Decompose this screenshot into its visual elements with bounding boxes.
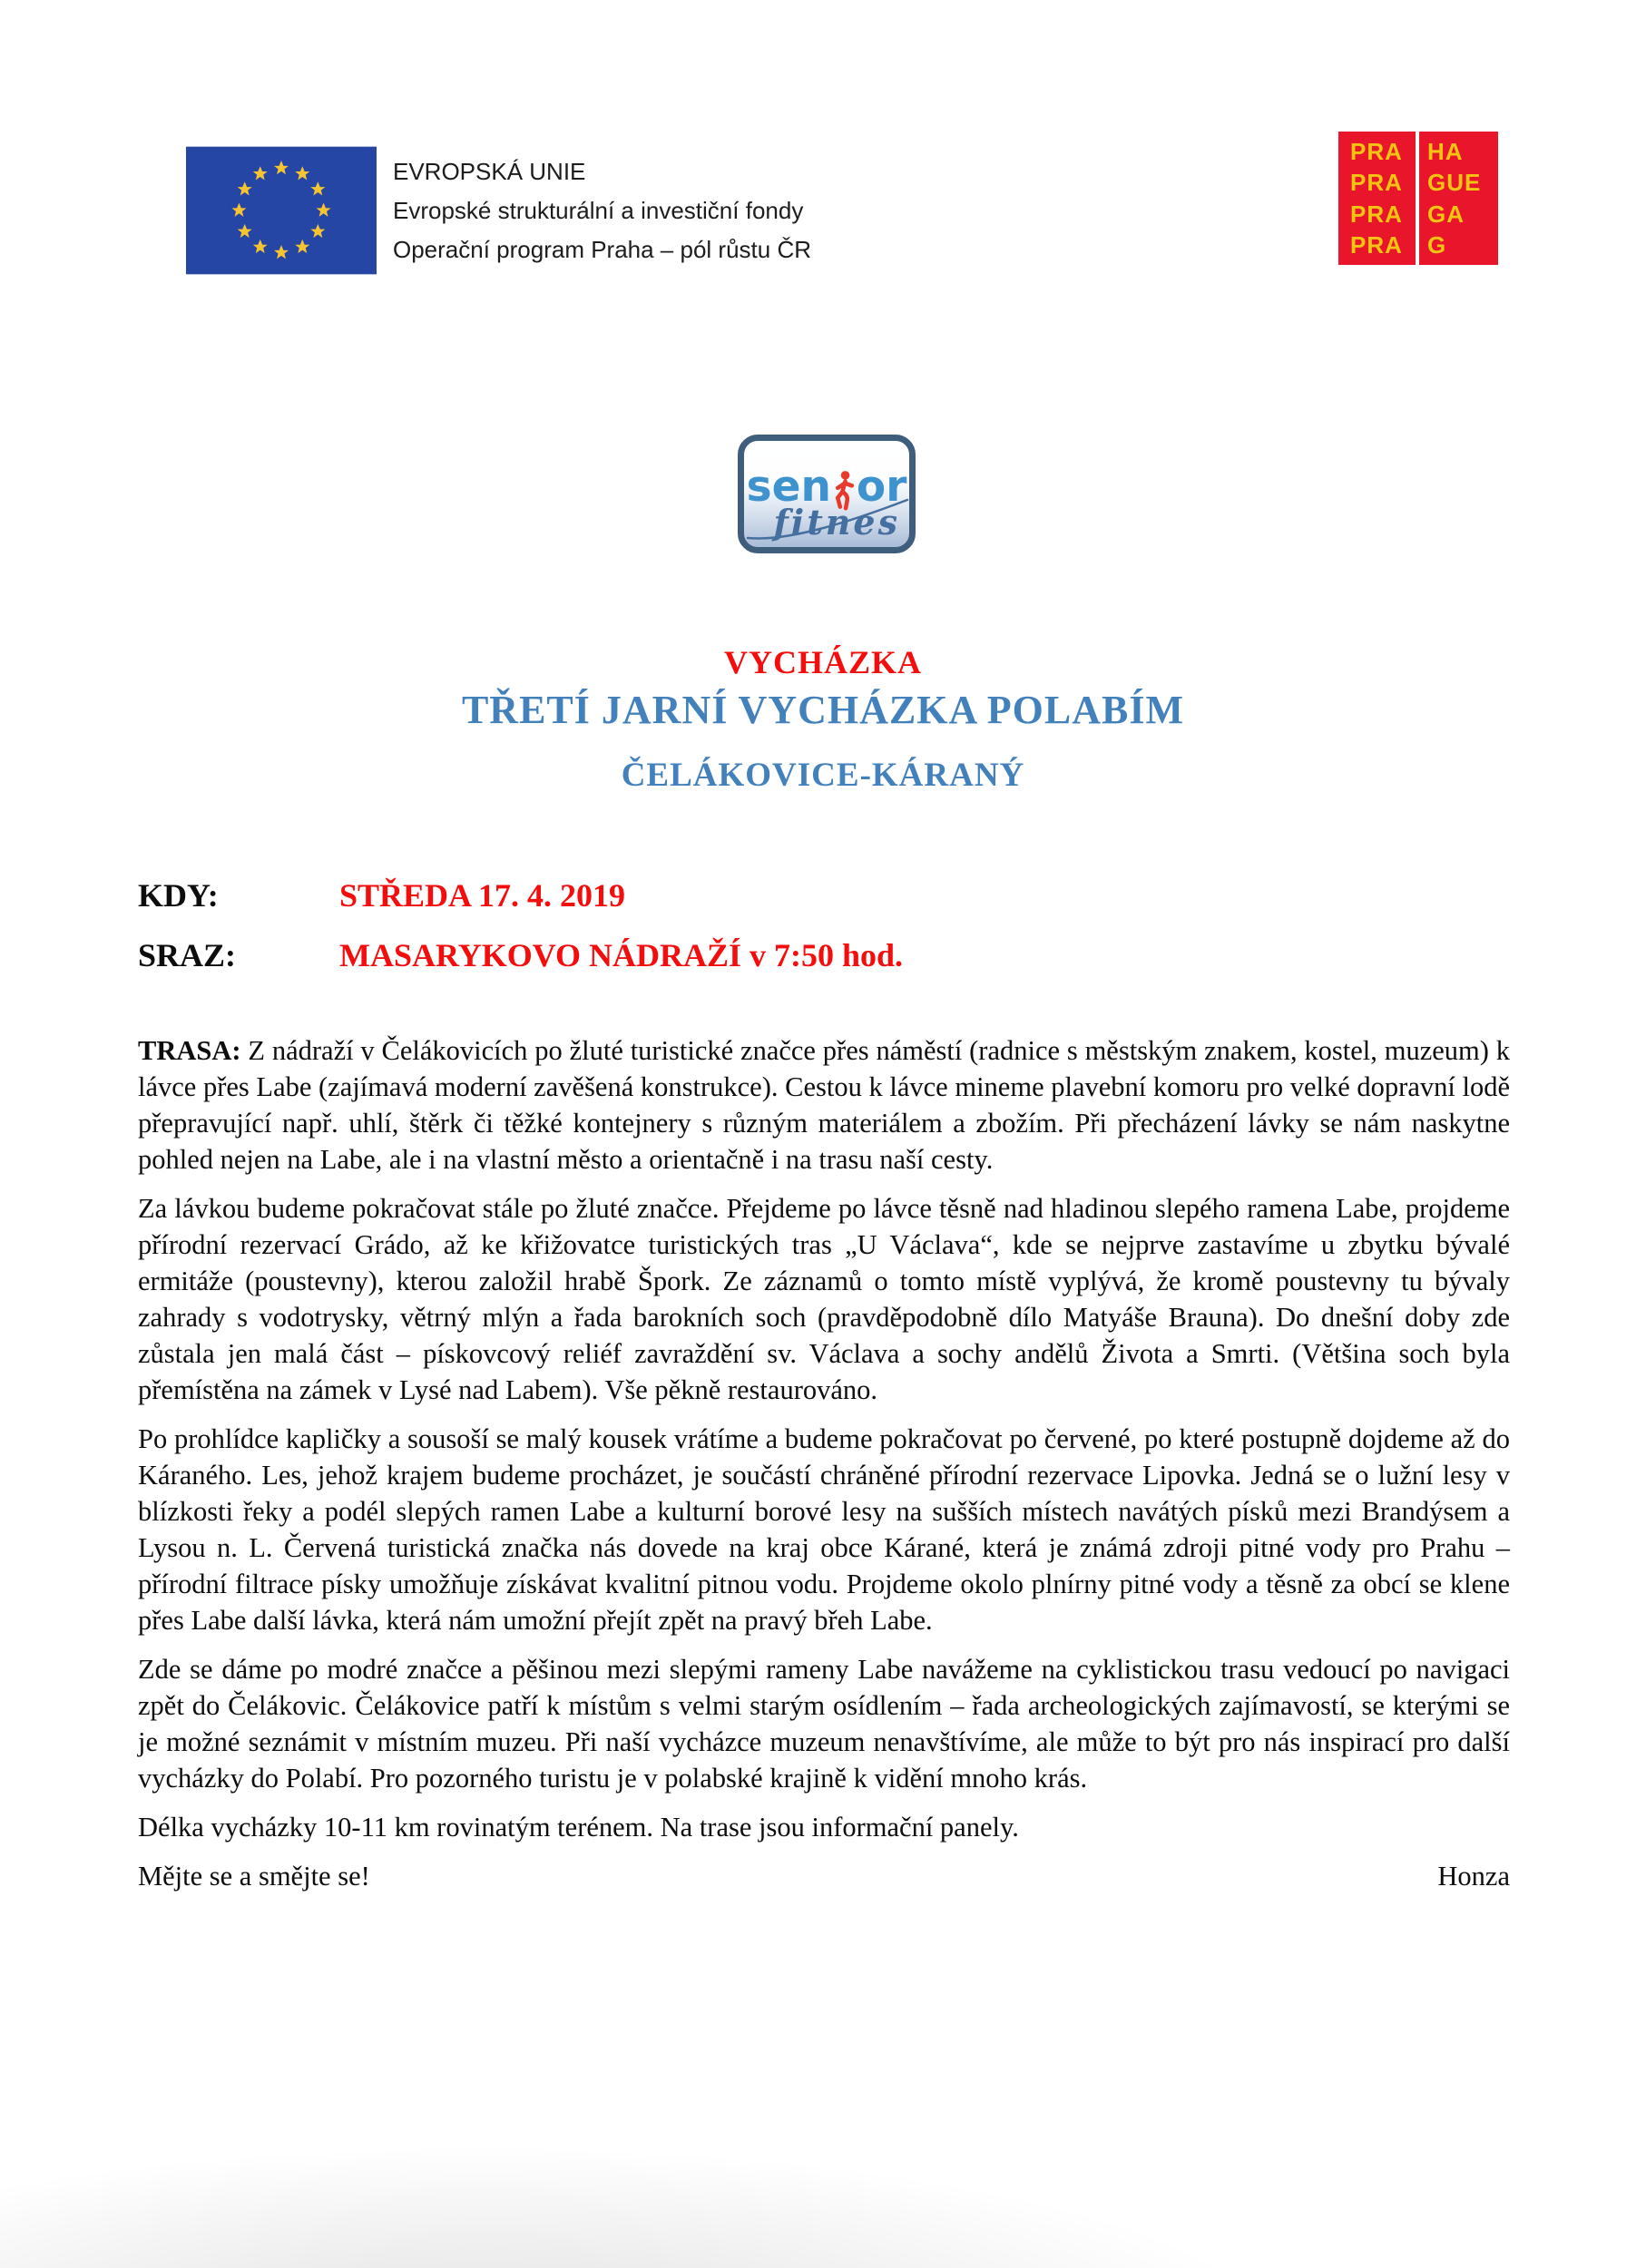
- page-subtitle: ČELÁKOVICE-KÁRANÝ: [621, 757, 1025, 794]
- paragraph-trasa: [138, 1032, 1510, 1178]
- detail-row-sraz: [138, 936, 903, 975]
- prague-row: GA: [1427, 200, 1465, 228]
- paragraph-length-info: Délka vycházky 10-11 km rovinatým terénem. Na trase jsou informační panely.: [138, 1812, 1019, 1843]
- detail-label-kdy: KDY:: [138, 877, 219, 914]
- page-bottom-shadow: [0, 2150, 1270, 2268]
- senior-word-start: sen: [746, 462, 831, 512]
- detail-label-sraz: SRAZ:: [138, 937, 237, 974]
- closing-row: [138, 1858, 1510, 1894]
- prague-logo-column-right: [1419, 132, 1498, 265]
- prague-row: PRA: [1350, 169, 1403, 197]
- detail-value-sraz: MASARYKOVO NÁDRAŽÍ v 7:50 hod.: [339, 937, 904, 974]
- prague-row: PRA: [1350, 231, 1403, 259]
- paragraph: Po prohlídce kapličky a sousoší se malý kousek vrátíme a budeme pokračovat po červené, po které postupně dojdeme až do Káraného. Les, jehož krajem budeme procházet, je součástí chráněné přírodní rezervace Lipovka. Jedná se o lužní lesy v blízkosti řeky a podél slepých ramen Labe a kulturní borové lesy na sušších místech navátých písků mezi Brandýsem a Lysou n. L. Červená turistická značka nás dovede na kraj obce Kárané, která je známá zdroji pitné vody pro Prahu – přírodní filtrace písky umožňuje získávat kvalitní pitnou vodu. Projdeme okolo plnírny pitné vody a těsně za obcí se klene přes Labe další lávka, která nám umožní přejít zpět na pravý břeh Labe.: [138, 1423, 1510, 1636]
- eu-flag-icon: [186, 146, 377, 275]
- prague-logo-column-left: [1338, 132, 1416, 265]
- prague-row: PRA: [1350, 200, 1403, 228]
- eu-logo: [186, 146, 811, 275]
- closing-message: Mějte se a smějte se!: [138, 1861, 370, 1892]
- senior-word-end: or: [856, 462, 907, 512]
- detail-value-kdy: STŘEDA 17. 4. 2019: [339, 877, 626, 914]
- eu-text-line1: EVROPSKÁ UNIE: [393, 157, 586, 185]
- eu-text-line3: Operační program Praha – pól růstu ČR: [393, 235, 811, 263]
- trasa-text: Z nádraží v Čelákovicích po žluté turistické značce přes náměstí (radnice s městským znakem, kostel, muzeum) k lávce přes Labe (zajímavá moderní zavěšená konstrukce). Cestou k lávce mineme plavební komoru pro velké dopravní lodě přepravující např. uhlí, štěrk či těžké kontejnery s různým materiálem a zbožím. Při přecházení lávky se nám naskytne pohled nejen na Labe, ale i na vlastní město a orientačně i na trasu naší cesty.: [138, 1035, 1510, 1175]
- page-title: TŘETÍ JARNÍ VYCHÁZKA POLABÍM: [461, 688, 1185, 732]
- prague-logo: [1338, 132, 1498, 265]
- paragraph: Zde se dáme po modré značce a pěšinou mezi slepými rameny Labe navážeme na cyklistickou trasu vedoucí po navigaci zpět do Čelákovic. Čelákovice patří k místům s velmi starým osídlením – řada archeologických zajímavostí, se kterými se je možné seznámit v místním muzeu. Při naší vycházce muzeum nenavštívíme, ale může to být pro nás inspirací pro další vycházky do Polabí. Pro pozorného turistu je v polabské krajině k vidění mnoho krás.: [138, 1654, 1510, 1794]
- trasa-label: TRASA:: [138, 1035, 241, 1066]
- route-description: [138, 1032, 1510, 1894]
- eu-program-text: [393, 152, 811, 269]
- prague-row: PRA: [1350, 137, 1403, 165]
- detail-row-kdy: [138, 876, 903, 915]
- eu-text-line2: Evropské strukturální a investiční fondy: [393, 196, 804, 224]
- prague-row: GUE: [1427, 169, 1482, 197]
- signature: Honza: [1437, 1861, 1510, 1892]
- prague-row: G: [1427, 231, 1447, 259]
- senior-fitnes-logo: [738, 435, 916, 553]
- event-details: [138, 876, 903, 996]
- fitnes-script-text: fitnes: [773, 502, 900, 543]
- event-type-heading: VYCHÁZKA: [723, 644, 922, 680]
- prague-row: HA: [1427, 137, 1464, 165]
- paragraph: Za lávkou budeme pokračovat stále po žluté značce. Přejdeme po lávce těsně nad hladinou slepého ramena Labe, projdeme přírodní rezervací Grádo, až ke křižovatce turistických tras „U Václava“, kde se nejprve zastavíme u zbytku bývalé ermitáže (poustevny), kterou založil hrabě Špork. Ze záznamů o tomto místě vyplývá, že kromě poustevny tu bývaly zahrady s vodotrysky, větrný mlýn a řada barokních soch (pravděpodobně dílo Matyáše Brauna). Do dnešní doby zde zůstala jen malá část – pískovcový reliéf zavraždění sv. Václava a sochy andělů Života a Smrti. (Většina soch byla přemístěna na zámek v Lysé nad Labem). Vše pěkně restaurováno.: [138, 1193, 1510, 1405]
